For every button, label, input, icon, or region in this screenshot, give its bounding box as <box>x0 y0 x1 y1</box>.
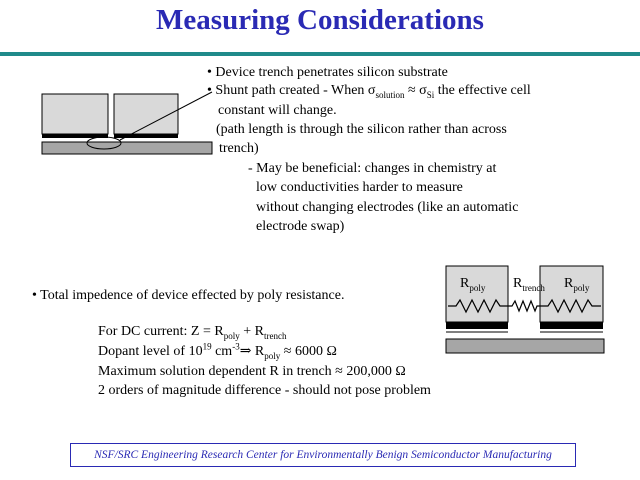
dc-text-mid: + R <box>239 324 264 339</box>
path-length-line-1: (path length is through the silicon rather than across <box>216 122 507 137</box>
trench-resistor-zigzag <box>508 301 540 311</box>
r-poly-right-label <box>564 275 589 293</box>
dc-current-line <box>98 323 286 341</box>
r-trench-label <box>513 275 545 293</box>
left-block-black-layer <box>446 322 508 329</box>
dopant-sup-19: 19 <box>202 341 212 352</box>
r-symbol: R <box>564 276 574 291</box>
orders-magnitude-line: 2 orders of magnitude difference - should not pose problem <box>98 383 431 398</box>
shunt-sub-solution: solution <box>375 89 405 100</box>
right-block-black-layer <box>540 322 603 329</box>
device-cross-section-diagram <box>38 90 213 160</box>
bullet-trench-penetrates: • Device trench penetrates silicon substrate <box>207 65 448 80</box>
trench-subscript: trench <box>522 282 545 293</box>
right-block <box>114 94 178 134</box>
beneficial-line-1: - May be beneficial: changes in chemistry at <box>248 161 497 176</box>
path-length-line-2: trench) <box>219 141 259 156</box>
dc-sub-poly: poly <box>223 330 240 341</box>
dopant-text-post: ≈ 6000 Ω <box>280 344 337 359</box>
r-poly-left-label <box>460 275 485 293</box>
dc-sub-trench: trench <box>263 330 287 341</box>
shunt-text-pre: • Shunt path created - When σ <box>207 83 376 98</box>
beneficial-line-2: low conductivities harder to measure <box>256 180 463 195</box>
shunt-text-mid: ≈ σ <box>404 83 427 98</box>
max-solution-line: Maximum solution dependent R in trench ≈ 200,000 Ω <box>98 364 406 379</box>
shunt-sub-si: Si <box>426 89 435 100</box>
slide-title: Measuring Considerations <box>156 4 484 36</box>
dopant-level-line <box>98 343 337 361</box>
shunt-text-post: the effective cell <box>434 83 531 98</box>
poly-subscript: poly <box>469 282 486 293</box>
dc-text-pre: For DC current: Z = R <box>98 324 224 339</box>
dopant-text-pre: Dopant level of 10 <box>98 344 203 359</box>
right-electrode-layer <box>114 134 178 138</box>
dopant-sup-minus3: -3 <box>232 341 240 352</box>
r-symbol: R <box>460 276 470 291</box>
dopant-sub-poly: poly <box>264 350 281 361</box>
dopant-text-cm: cm <box>211 344 233 359</box>
footer-banner: NSF/SRC Engineering Research Center for Environmentally Benign Semiconductor Manufacturing <box>70 443 576 467</box>
left-block <box>42 94 108 134</box>
bullet-shunt-path <box>207 82 531 100</box>
bullet-total-impedance: • Total impedence of device effected by poly resistance. <box>32 288 345 303</box>
r-symbol: R <box>513 276 523 291</box>
beneficial-line-4: electrode swap) <box>256 219 345 234</box>
poly-subscript: poly <box>573 282 590 293</box>
dopant-text-arrow: ⇒ R <box>239 344 265 359</box>
right-substrate-layer <box>446 339 604 353</box>
shunt-line-2: constant will change. <box>218 103 337 118</box>
beneficial-line-3: without changing electrodes (like an automatic <box>256 200 519 215</box>
substrate-layer <box>42 142 212 154</box>
title-divider <box>0 52 640 56</box>
